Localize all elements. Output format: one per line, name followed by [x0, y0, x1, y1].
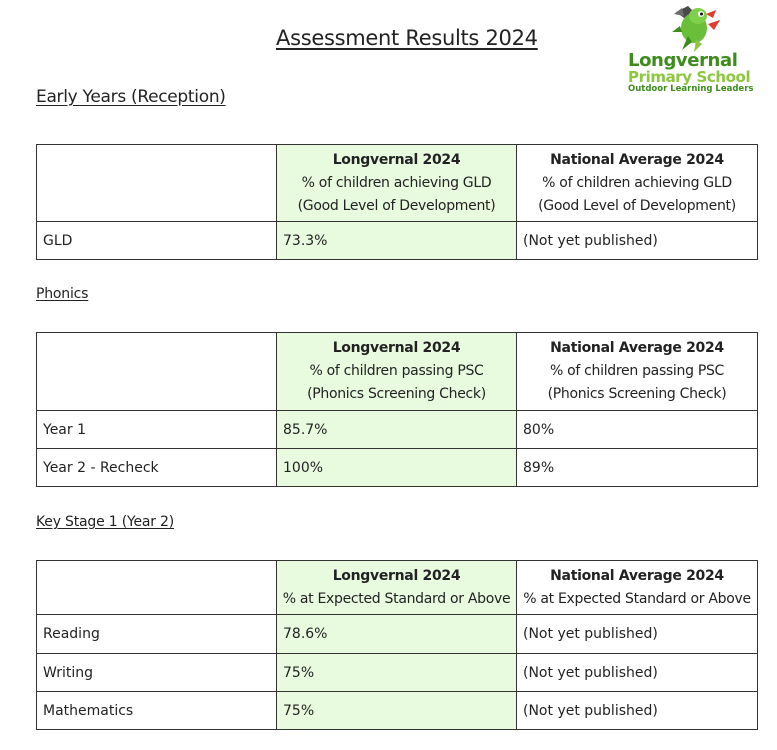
national-value: (Not yet published) [517, 692, 758, 730]
school-value: 85.7% [277, 411, 517, 449]
school-value: 78.6% [277, 615, 517, 654]
logo-subtitle: Primary School [628, 68, 751, 86]
row-label: Reading [37, 615, 277, 654]
logo-name: Longvernal [628, 50, 738, 71]
row-label: Year 2 - Recheck [37, 449, 277, 487]
school-value: 75% [277, 692, 517, 730]
national-value: (Not yet published) [517, 654, 758, 692]
logo-tagline: Outdoor Learning Leaders [628, 84, 754, 94]
row-label: Writing [37, 654, 277, 692]
national-value: 80% [517, 411, 758, 449]
empty-header-cell [37, 561, 277, 615]
ks1-heading: Key Stage 1 (Year 2) [36, 514, 175, 530]
school-column-header: Longvernal 2024 % of children achieving GLD (Good Level of Development) [277, 145, 517, 222]
table-row [37, 449, 758, 487]
row-label: Year 1 [37, 411, 277, 449]
national-column-header: National Average 2024 % at Expected Standard or Above [517, 561, 758, 615]
early-years-table [36, 144, 758, 260]
ks1-table [36, 560, 758, 730]
empty-header-cell [37, 333, 277, 411]
table-row [37, 411, 758, 449]
table-header-row [37, 333, 758, 411]
table-header-row [37, 561, 758, 615]
row-label: Mathematics [37, 692, 277, 730]
national-value: (Not yet published) [517, 615, 758, 654]
school-column-header: Longvernal 2024 % at Expected Standard or Above [277, 561, 517, 615]
table-row [37, 692, 758, 730]
page-title: Assessment Results 2024 [276, 26, 538, 50]
table-row [37, 654, 758, 692]
school-value: 100% [277, 449, 517, 487]
phonics-table [36, 332, 758, 487]
row-label: GLD [37, 222, 277, 260]
table-row [37, 222, 758, 260]
parrot-icon [666, 2, 722, 52]
school-logo [626, 2, 760, 96]
national-value: (Not yet published) [517, 222, 758, 260]
school-value: 75% [277, 654, 517, 692]
national-column-header: National Average 2024 % of children passing PSC (Phonics Screening Check) [517, 333, 758, 411]
national-column-header: National Average 2024 % of children achieving GLD (Good Level of Development) [517, 145, 758, 222]
empty-header-cell [37, 145, 277, 222]
early-years-heading: Early Years (Reception) [36, 87, 226, 107]
phonics-heading: Phonics [36, 286, 89, 302]
table-row [37, 615, 758, 654]
table-header-row [37, 145, 758, 222]
school-value: 73.3% [277, 222, 517, 260]
school-column-header: Longvernal 2024 % of children passing PSC (Phonics Screening Check) [277, 333, 517, 411]
national-value: 89% [517, 449, 758, 487]
